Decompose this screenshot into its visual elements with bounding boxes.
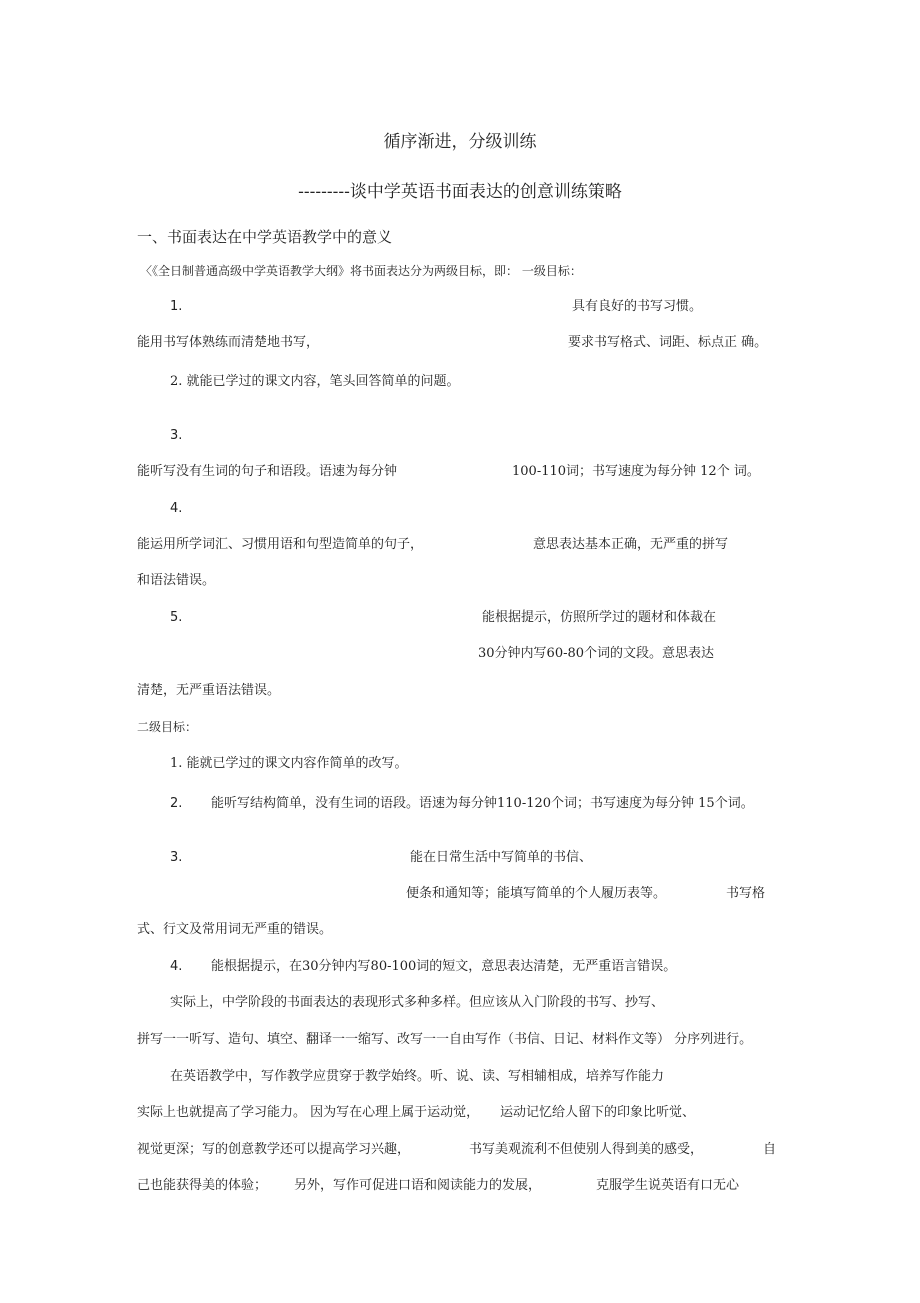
level1-item1-text-b: 能用书写体熟练而清楚地书写， bbox=[137, 335, 320, 350]
level2-item3-text-b: 便条和通知等；能填写简单的个人履历表等。 bbox=[406, 886, 667, 901]
level2-item2-text: 能听写结构简单，没有生词的语段。语速为每分钟110-120个词；书写速度为每分钟 15个词。 bbox=[211, 796, 754, 811]
paragraph-2-line-4b: 另外，写作可促进口语和阅读能力的发展， bbox=[294, 1178, 542, 1193]
level1-item5-text-c: 清楚，无严重语法错误。 bbox=[137, 683, 281, 698]
level1-item4-number: 4. bbox=[170, 501, 183, 516]
level1-item1-text-c: 要求书写格式、词距、标点正 确。 bbox=[568, 335, 768, 350]
level1-item3-number: 3. bbox=[170, 428, 183, 443]
level2-item4-number: 4. bbox=[170, 959, 183, 974]
level2-item3-number: 3. bbox=[170, 850, 183, 865]
level2-item3-text-a: 能在日常生活中写简单的书信、 bbox=[410, 850, 593, 865]
level2-item2-number: 2. bbox=[170, 796, 183, 811]
level1-item4-text-c: 和语法错误。 bbox=[137, 573, 216, 588]
level1-item5-text-b: 30分钟内写60-80个词的文段。意思表达 bbox=[478, 646, 715, 661]
paragraph-2-line-3a: 视觉更深；写的创意教学还可以提高学习兴趣， bbox=[137, 1142, 411, 1157]
document-subtitle: ---------谈中学英语书面表达的创意训练策略 bbox=[298, 182, 622, 202]
section-1-heading: 一、书面表达在中学英语教学中的意义 bbox=[137, 228, 393, 246]
paragraph-2-line-2b: 运动记忆给人留下的印象比听觉、 bbox=[500, 1105, 696, 1120]
level1-item1-number: 1. bbox=[170, 299, 183, 314]
level1-item4-text-b: 意思表达基本正确，无严重的拼写 bbox=[533, 537, 729, 552]
level1-item3-text-b: 100-110词；书写速度为每分钟 12个 词。 bbox=[512, 464, 760, 479]
paragraph-2-line-1: 在英语教学中，写作教学应贯穿于教学始终。听、说、读、写相辅相成，培养写作能力 bbox=[170, 1069, 665, 1084]
level2-item4-text: 能根据提示，在30分钟内写80-100词的短文，意思表达清楚，无严重语言错误。 bbox=[211, 959, 677, 974]
level1-item5-text-a: 能根据提示，仿照所学过的题材和体裁在 bbox=[482, 610, 717, 625]
intro-line: 〈《全日制普通高级中学英语教学大纲》将书面表达分为两级目标，即： 一级目标： bbox=[140, 264, 582, 278]
level1-item1-text-a: 具有良好的书写习惯。 bbox=[572, 299, 703, 314]
paragraph-2-line-3b: 书写美观流利不但使别人得到美的感受， bbox=[469, 1142, 704, 1157]
paragraph-2-line-3c: 自 bbox=[763, 1142, 777, 1157]
level2-item3-text-d: 式、行文及常用词无严重的错误。 bbox=[137, 922, 333, 937]
level1-item2-text: 2. 就能已学过的课文内容，笔头回答简单的问题。 bbox=[170, 374, 460, 389]
paragraph-1-line-2: 拼写一一听写、造句、填空、翻译一一缩写、改写一一自由写作（书信、日记、材料作文等） 分序列进行。 bbox=[137, 1032, 753, 1047]
paragraph-2-line-2a: 实际上也就提高了学习能力。 因为写在心理上属于运动觉， bbox=[137, 1105, 480, 1120]
paragraph-2-line-4c: 克服学生说英语有口无心 bbox=[596, 1178, 740, 1193]
level1-item5-number: 5. bbox=[170, 610, 183, 625]
paragraph-1-line-1: 实际上，中学阶段的书面表达的表现形式多种多样。但应该从入门阶段的书写、抄写、 bbox=[170, 995, 665, 1010]
paragraph-2-line-4a: 己也能获得美的体验； bbox=[137, 1178, 268, 1193]
document-title: 循序渐进，分级训练 bbox=[383, 132, 537, 152]
level1-item3-text-a: 能听写没有生词的句子和语段。语速为每分钟 bbox=[137, 464, 398, 479]
level2-item1-text: 1. 能就已学过的课文内容作简单的改写。 bbox=[170, 756, 408, 771]
level2-label: 二级目标： bbox=[137, 720, 198, 734]
level1-item4-text-a: 能运用所学词汇、习惯用语和句型造简单的句子， bbox=[137, 537, 424, 552]
level2-item3-text-c: 书写格 bbox=[726, 886, 766, 901]
